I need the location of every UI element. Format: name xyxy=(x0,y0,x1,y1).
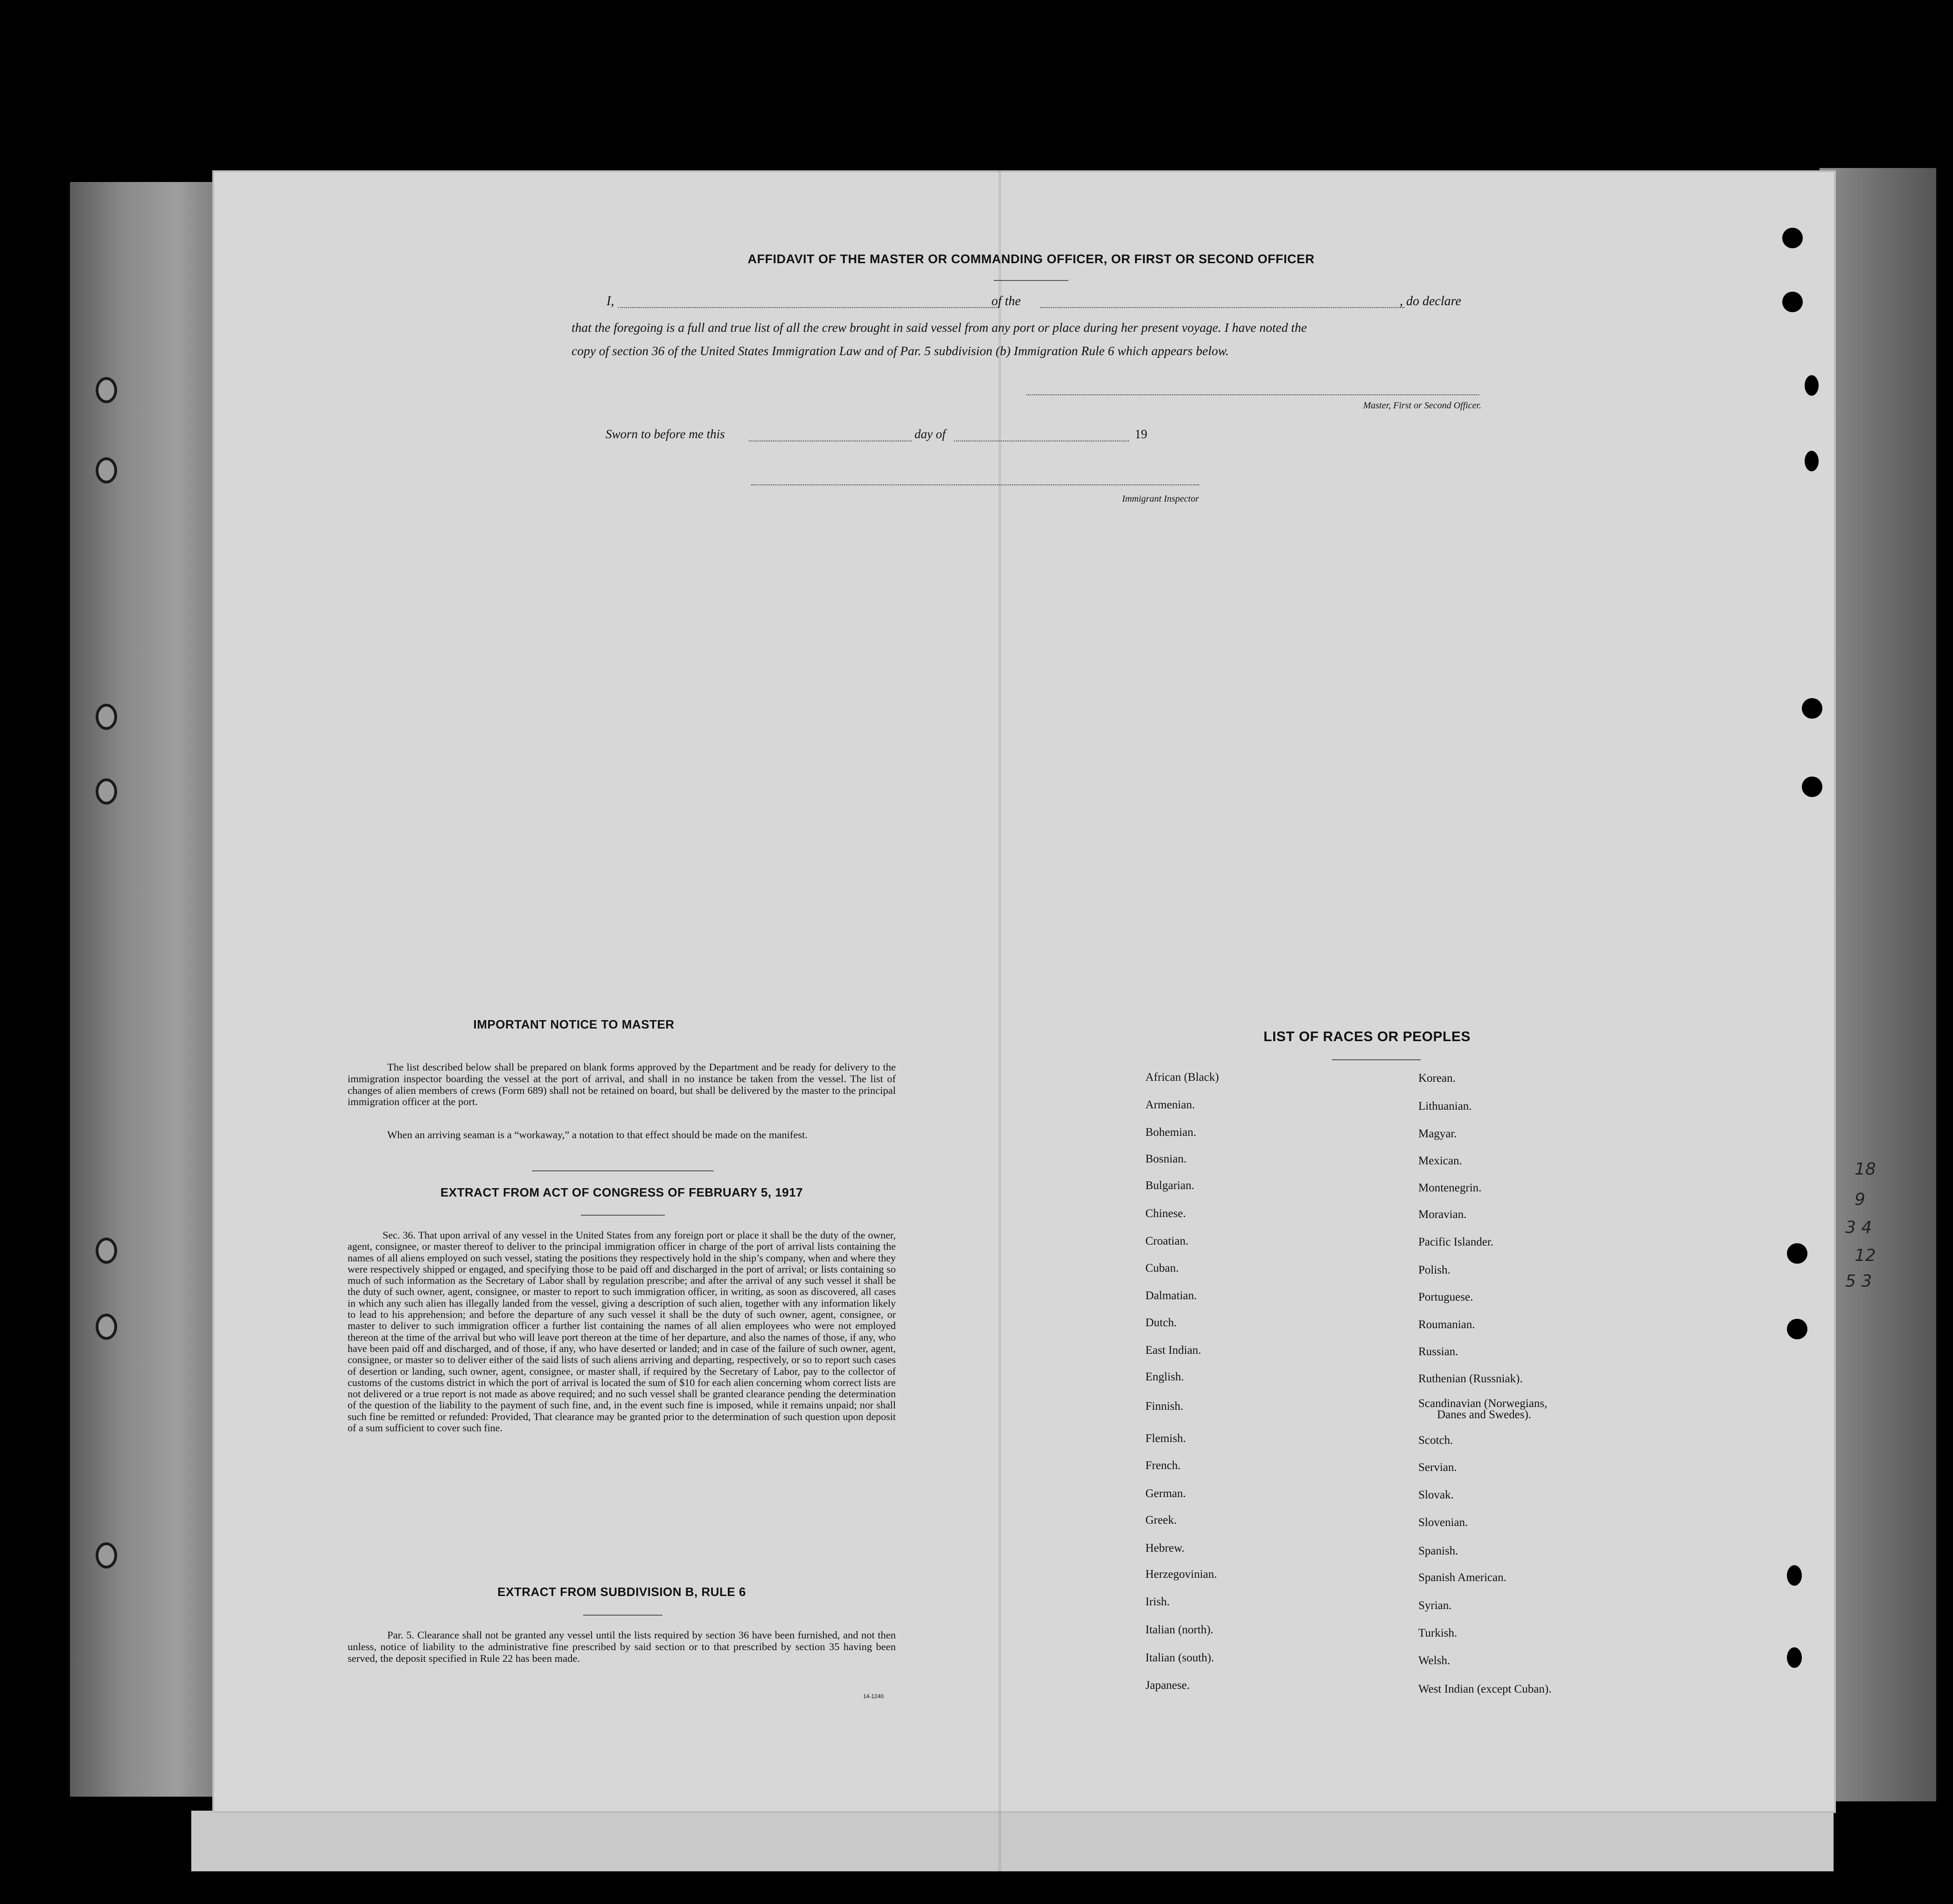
binder-hole-icon xyxy=(1787,1565,1802,1586)
master-name-field[interactable] xyxy=(618,307,998,308)
race-right-item-22: West Indian (except Cuban). xyxy=(1418,1683,1552,1695)
binder-hole-icon xyxy=(1802,777,1822,797)
year-prefix: 19 xyxy=(1135,427,1147,441)
race-right-item-3: Mexican. xyxy=(1418,1155,1462,1167)
race-right-item-10: Russian. xyxy=(1418,1345,1458,1358)
race-left-item-22: Japanese. xyxy=(1145,1679,1190,1692)
race-right-item-9: Roumanian. xyxy=(1418,1318,1475,1331)
race-right-item-2: Magyar. xyxy=(1418,1127,1457,1140)
race-left-item-8: Dalmatian. xyxy=(1145,1289,1197,1302)
race-left-item-21: Italian (south). xyxy=(1145,1652,1214,1664)
signature-line[interactable] xyxy=(1026,394,1479,395)
binder-left-edge xyxy=(70,182,224,1797)
handwritten-annotation: 3 4 xyxy=(1845,1218,1872,1237)
race-right-item-15: Slovak. xyxy=(1418,1489,1454,1501)
race-left-item-1: Armenian. xyxy=(1145,1099,1195,1111)
race-right-item-8: Portuguese. xyxy=(1418,1291,1473,1303)
race-right-item-18: Spanish American. xyxy=(1418,1571,1507,1584)
handwritten-annotation: 9 xyxy=(1855,1190,1865,1209)
signature-caption: Master, First or Second Officer. xyxy=(1363,400,1481,411)
of-the-label: of the xyxy=(991,294,1021,308)
race-right-item-12: Scandinavian (Norwegians, xyxy=(1418,1397,1548,1410)
race-left-item-7: Cuban. xyxy=(1145,1262,1179,1274)
extract-act-text xyxy=(348,1230,896,1434)
notice-paragraph-1 xyxy=(348,1062,896,1108)
section-36-text: Sec. 36. That upon arrival of any vessel in the United States from any foreign port or place it shall be the duty of the owner, agent, consignee, or master thereof to deliver to the principal immigration officer in charge of the port of arrival lists containing the names of all aliens employed on such vessel, stating the positions they respectively hold in the ship’s company, when and where they were respectively shipped or engaged, and specifying those to be paid off and discharged in the port of arrival; or lists containing so much of such information as the Secretary of Labor shall by regulation prescribe; and after the arrival of any such vessel it shall be the duty of such owner, agent, consignee, or master to report to such immigration officer, in writing, as soon as discovered, all cases in which any such alien has illegally landed from the vessel, giving a description of such alien, together with any information likely to lead to his apprehension; and before the departure of any such vessel it shall be the duty of such owner, agent, consignee, or master to deliver to such immigration officer a further list containing the names of all alien employees who were not employed thereon at the time of the arrival but who will leave port thereon at the time of her departure, and also the names of those, if any, who have been paid off and discharged, and of those, if any, who have deserted or landed; and in case of the failure of such owner, agent, consignee, or master so to deliver either of the said lists of such aliens arriving and departing, respectively, or so to report such cases of desertion or landing, such owner, agent, consignee, or master shall, if required by the Secretary of Labor, pay to the collector of customs of the customs district in which the port of arrival is located the sum of $10 for each alien concerning whom correct lists are not delivered or a true report is not made as above required; and no such vessel shall be granted clearance pending the determination of the question of the liability to the payment of such fine, and, in the event such fine is imposed, while it remains unpaid; nor shall such fine be remitted or refunded: Provided, That clearance may be granted prior to the determination of such question upon deposit of a sum sufficient to cover such fine. xyxy=(348,1229,896,1434)
binder-hole-icon xyxy=(1782,228,1803,248)
race-right-item-1: Lithuanian. xyxy=(1418,1100,1472,1113)
race-left-item-12: Finnish. xyxy=(1145,1400,1184,1413)
extract-act-underline xyxy=(581,1215,665,1216)
race-right-item-17: Spanish. xyxy=(1418,1545,1458,1557)
race-left-item-6: Croatian. xyxy=(1145,1235,1189,1247)
extract-rule-title: EXTRACT FROM SUBDIVISION B, RULE 6 xyxy=(497,1585,746,1599)
race-left-item-15: German. xyxy=(1145,1487,1186,1500)
affidavit-line3: copy of section 36 of the United States Immigration Law and of Par. 5 subdivision (b) Immigration Rule 6 which appears below. xyxy=(572,343,1229,358)
race-right-item-7: Polish. xyxy=(1418,1264,1451,1276)
binder-hole-icon xyxy=(96,457,117,483)
race-right-item-5: Moravian. xyxy=(1418,1208,1467,1221)
race-scandinavian-continued: Danes and Swedes). xyxy=(1437,1408,1532,1421)
binder-hole-icon xyxy=(1802,698,1822,719)
rule-6-text: Par. 5. Clearance shall not be granted any vessel until the lists required by section 36 have been furnished, and not then unless, notice of liability to the administrative fine prescribed by said section or to that prescribed by section 35 having been served, the deposit specified in Rule 22 has been made. xyxy=(348,1629,896,1664)
race-right-item-6: Pacific Islander. xyxy=(1418,1236,1494,1248)
binder-hole-icon xyxy=(96,1542,117,1568)
race-right-item-4: Montenegrin. xyxy=(1418,1182,1482,1194)
binder-hole-icon xyxy=(1805,375,1819,396)
affidavit-title-underline xyxy=(994,280,1068,281)
inspector-signature-line[interactable] xyxy=(751,484,1199,485)
binder-right-edge xyxy=(1820,168,1936,1801)
race-left-item-17: Hebrew. xyxy=(1145,1542,1185,1554)
race-left-item-0: African (Black) xyxy=(1145,1071,1219,1084)
extract-rule-text xyxy=(348,1630,896,1664)
affidavit-title: AFFIDAVIT OF THE MASTER OR COMMANDING OFFICER, OR FIRST OR SECOND OFFICER xyxy=(747,252,1315,266)
page-bottom-edge xyxy=(191,1811,1834,1871)
binder-hole-icon xyxy=(1805,451,1819,471)
race-right-item-14: Servian. xyxy=(1418,1461,1457,1474)
binder-hole-icon xyxy=(1787,1243,1807,1264)
binder-hole-icon xyxy=(96,1238,117,1264)
binder-hole-icon xyxy=(1787,1319,1807,1339)
day-of-label: day of xyxy=(914,427,946,441)
race-left-item-16: Greek. xyxy=(1145,1514,1177,1526)
race-right-item-19: Syrian. xyxy=(1418,1599,1452,1612)
binder-hole-icon xyxy=(1782,292,1803,312)
race-left-item-5: Chinese. xyxy=(1145,1207,1186,1220)
race-left-item-13: Flemish. xyxy=(1145,1432,1186,1445)
notice-title: IMPORTANT NOTICE TO MASTER xyxy=(473,1017,675,1031)
race-right-item-21: Welsh. xyxy=(1418,1654,1451,1667)
inspector-caption: Immigrant Inspector xyxy=(1122,494,1199,504)
race-left-item-14: French. xyxy=(1145,1459,1181,1472)
notice-divider xyxy=(532,1170,714,1171)
page-fold xyxy=(998,170,1001,1874)
race-left-item-2: Bohemian. xyxy=(1145,1126,1197,1139)
binder-hole-icon xyxy=(96,778,117,805)
binder-hole-icon xyxy=(96,377,117,403)
races-title-underline xyxy=(1332,1059,1421,1060)
race-right-item-13: Scotch. xyxy=(1418,1434,1453,1447)
extract-act-title: EXTRACT FROM ACT OF CONGRESS OF FEBRUARY 5, 1917 xyxy=(440,1185,803,1199)
binder-hole-icon xyxy=(96,1314,117,1340)
vessel-name-field[interactable] xyxy=(1040,307,1404,308)
do-declare-label: , do declare xyxy=(1400,294,1461,308)
binder-hole-icon xyxy=(1787,1647,1802,1668)
race-right-item-11: Ruthenian (Russniak). xyxy=(1418,1372,1523,1385)
binder-hole-icon xyxy=(96,704,117,730)
extract-rule-underline xyxy=(583,1615,663,1616)
race-right-item-20: Turkish. xyxy=(1418,1627,1458,1639)
document-page xyxy=(212,170,1836,1813)
race-right-item-0: Korean. xyxy=(1418,1072,1456,1085)
race-left-item-3: Bosnian. xyxy=(1145,1153,1187,1165)
handwritten-annotation: 18 xyxy=(1855,1160,1876,1179)
races-title: LIST OF RACES OR PEOPLES xyxy=(1263,1029,1471,1044)
form-number: 14-1240 xyxy=(863,1693,884,1700)
race-left-item-18: Herzegovinian. xyxy=(1145,1568,1217,1581)
handwritten-annotation: 5 3 xyxy=(1845,1272,1872,1291)
notice-para1-text: The list described below shall be prepared on blank forms approved by the Department and be ready for delivery to the immigration inspector boarding the vessel at the port of arrival, and shall in no instance be taken from the vessel. The list of changes of alien members of crews (Form 689) shall not be retained on board, but shall be delivered by the master to the principal immigration officer at the port. xyxy=(348,1061,896,1108)
notice-para2-text: When an arriving seaman is a “workaway,” a notation to that effect should be made on the manifest. xyxy=(387,1129,808,1141)
sworn-label: Sworn to before me this xyxy=(606,427,725,441)
race-left-item-9: Dutch. xyxy=(1145,1316,1177,1329)
race-left-item-4: Bulgarian. xyxy=(1145,1179,1194,1192)
race-left-item-19: Irish. xyxy=(1145,1596,1170,1608)
notice-paragraph-2 xyxy=(348,1129,896,1141)
handwritten-annotation: 12 xyxy=(1855,1246,1876,1265)
race-left-item-10: East Indian. xyxy=(1145,1344,1201,1357)
race-left-item-20: Italian (north). xyxy=(1145,1624,1214,1636)
affidavit-line2: that the foregoing is a full and true list of all the crew brought in said vessel from any port or place during her present voyage. I have noted the xyxy=(572,320,1307,335)
race-right-item-16: Slovenian. xyxy=(1418,1516,1468,1529)
race-left-item-11: English. xyxy=(1145,1371,1184,1383)
i-label: I, xyxy=(607,294,614,308)
